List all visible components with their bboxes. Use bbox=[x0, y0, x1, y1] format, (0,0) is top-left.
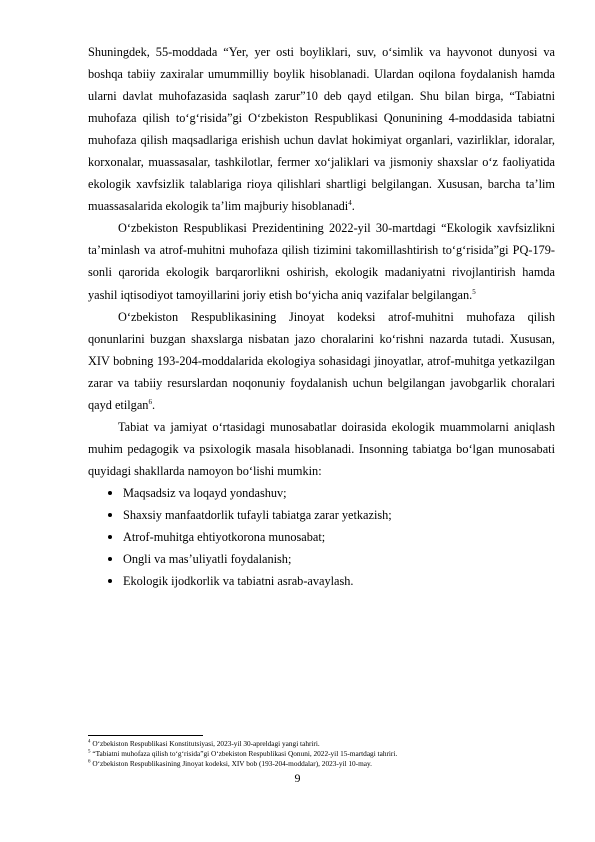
bullet-icon bbox=[108, 579, 112, 583]
footnotes bbox=[88, 739, 558, 770]
paragraph-3: O‘zbekiston Respublikasining Jinoyat kodeksi atrof-muhitni muhofaza qilish qonunlarini buzgan shaxslarga nisbatan jazo choralarini ko‘rishni nazarda tutadi. Xususan, XIV bobning 193-204-moddalarida ekologiya sohasidagi jinoyatlar, atrof-muhitga yetkazilgan zarar va tabiiy resurslardan noqonuniy foydalanish uchun belgilangan javobgarlik choralari qayd etilgan$^6$. bbox=[88, 309, 555, 412]
list-item: Atrof-muhitga ehtiyotkorona munosabat; bbox=[88, 526, 555, 548]
footnote-divider bbox=[88, 735, 203, 736]
page-number: 9 bbox=[294, 771, 301, 785]
list-item: Ongli va mas’uliyatli foydalanish; bbox=[88, 548, 555, 570]
bullet-icon bbox=[108, 491, 112, 495]
list-item: Maqsadsiz va loqayd yondashuv; bbox=[88, 482, 555, 504]
footnote-ref-6[interactable]: 6 bbox=[148, 397, 152, 406]
list-item: Ekologik ijodkorlik va tabiatni asrab-avaylash. bbox=[88, 570, 555, 592]
bullet-icon bbox=[108, 557, 112, 561]
paragraph-2: O‘zbekiston Respublikasi Prezidentining 2022-yil 30-martdagi “Ekologik xavfsizlikni ta’minlash va atrof-muhitni muhofaza qilish tizimini takomillashtirish to‘g‘risida”gi PQ-179-sonli qarorida ekologik barqarorlikni oshirish, ekologik madaniyatni rivojlantirish hamda yashil iqtisodiyot tamoyillarini joriy etish bo‘yicha aniq vazifalar belgilangan.$^5$ bbox=[88, 221, 555, 302]
footnote-5: $^5$ “Tabiatni muhofaza qilish to‘g‘risida”gi O‘zbekiston Respublikasi Qonuni, 2022-yil 15-martdagi tahriri. bbox=[88, 749, 398, 759]
bullet-icon bbox=[108, 535, 112, 539]
footnote-ref-5[interactable]: 5 bbox=[472, 287, 476, 296]
paragraph-1: Shuningdek, 55-moddada “Yer, yer osti boyliklari, suv, o‘simlik va hayvonot dunyosi va boshqa tabiiy zaxiralar umummilliy boylik hisoblanadi. Ulardan oqilona foydalanish hamda ularni davlat muhofazasida saqlash zarur”10 deb qayd etilgan. Shu bilan birga, “Tabiatni muhofaza qilish to‘g‘risida”gi O‘zbekiston Respublikasi Qonunining 4-moddasida tabiatni muhofaza qilish maqsadlariga erishish uchun davlat hokimiyat organlari, vazirliklar, idoralar, korxonalar, muassasalar, tashkilotlar, fermer xo‘jaliklari va jismoniy shaxslar o‘z faoliyatida ekologik xavfsizlik talablariga rioya qilishlari shartligi belgilangan. Xususan, barcha ta’lim muassasalarida ekologik ta’lim majburiy hisoblanadi$^4$. bbox=[88, 45, 555, 214]
footnote-4: $^4$ O‘zbekiston Respublikasi Konstitutsiyasi, 2023-yil 30-apreldagi yangi tahriri. bbox=[88, 739, 320, 748]
bullet-list bbox=[88, 482, 555, 592]
footnote-ref-4[interactable]: 4 bbox=[348, 199, 352, 208]
list-item: Shaxsiy manfaatdorlik tufayli tabiatga zarar yetkazish; bbox=[88, 504, 555, 526]
footnote-6: $^6$ O‘zbekiston Respublikasining Jinoyat kodeksi, XIV bob (193-204-moddalar), 2023-yil 10-may. bbox=[88, 759, 373, 769]
bullet-icon bbox=[108, 513, 112, 517]
paragraph-4: Tabiat va jamiyat o‘rtasidagi munosabatlar doirasida ekologik muammolarni aniqlash muhim pedagogik va psixologik masala hisoblanadi. Insonning tabiatga bo‘lgan munosabati quyidagi shakllarda namoyon bo‘lishi mumkin: bbox=[88, 419, 555, 478]
document-body bbox=[88, 41, 555, 592]
